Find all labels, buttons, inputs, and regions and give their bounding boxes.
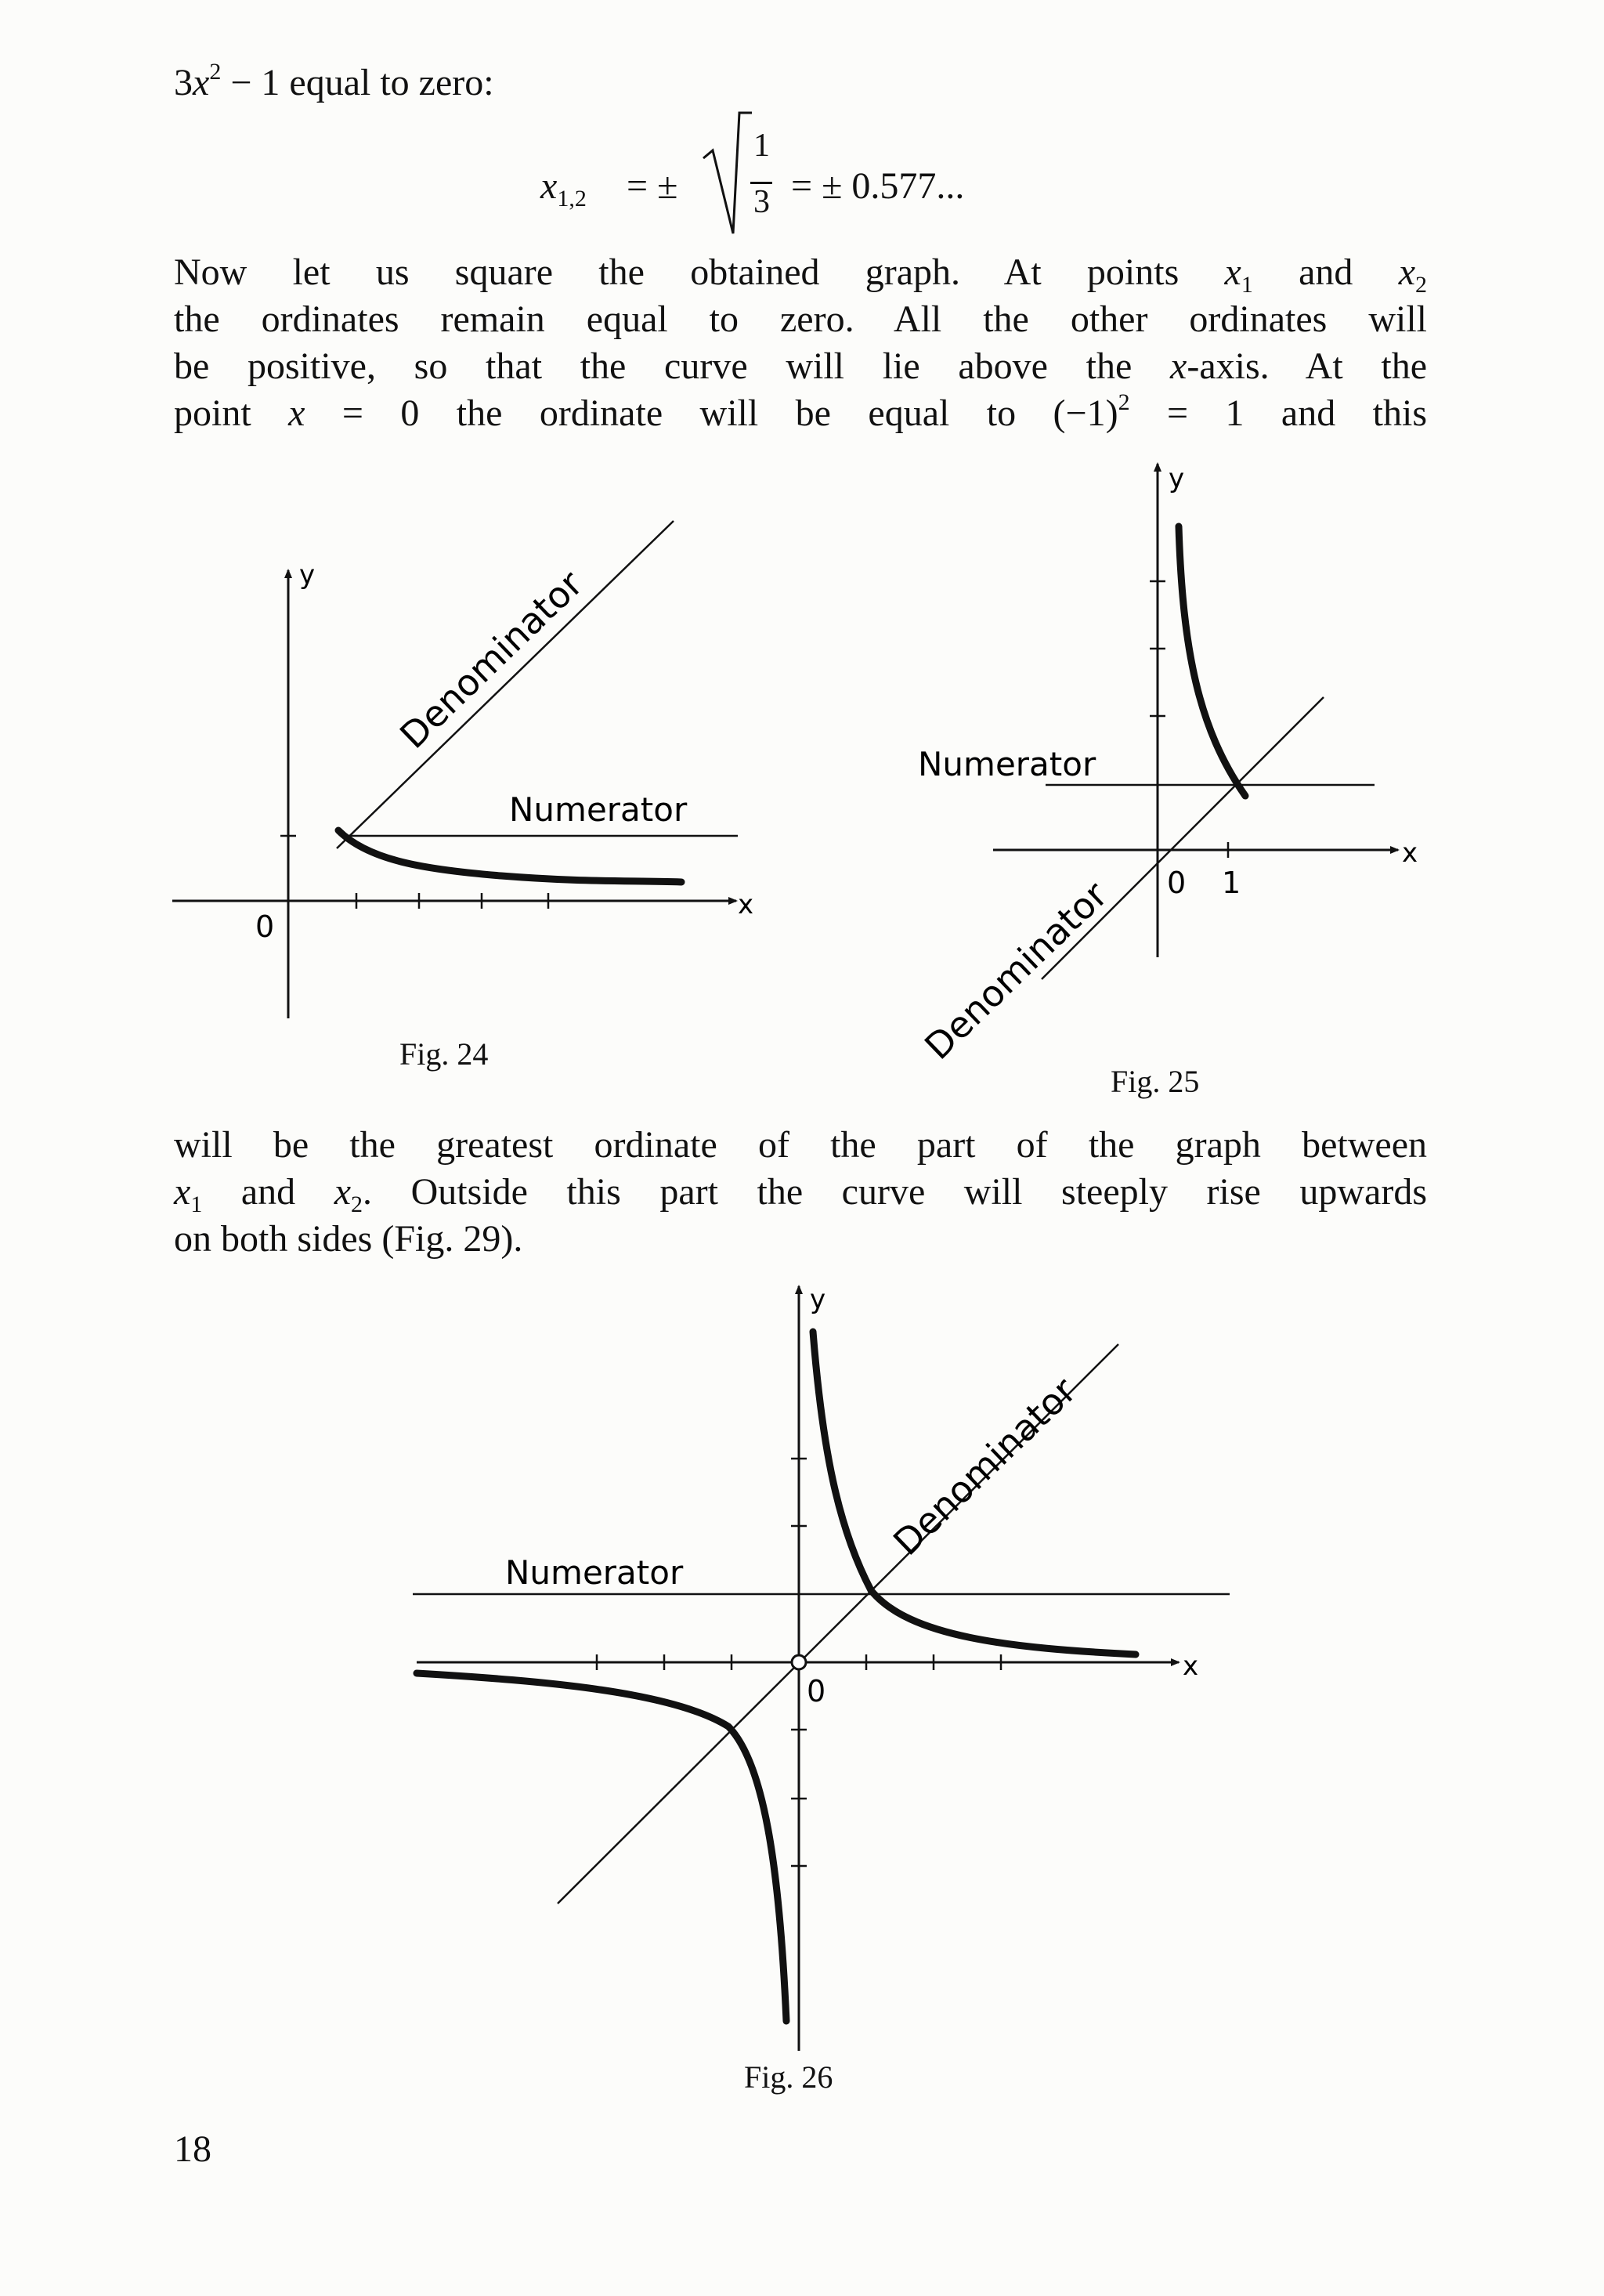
- para2-line1: will be the greatest ordinate of the part of the graph between: [174, 1124, 1427, 1166]
- fig26-denominator-label: Denominator: [885, 1369, 1085, 1564]
- para1-text-f: = 1 and this: [1167, 392, 1428, 434]
- exponent-2: 2: [1118, 389, 1130, 415]
- fig25: [916, 463, 1418, 1068]
- fig25-y-label: y: [1169, 463, 1185, 494]
- var-x1-b: x: [174, 1171, 191, 1213]
- var-x-point: x: [288, 392, 305, 434]
- fig25-one-label: 1: [1222, 866, 1241, 900]
- para2-text-b: . Outside this part the curve will steeply rise upwards: [363, 1171, 1428, 1213]
- fig26: [413, 1284, 1230, 2051]
- formula-sub: 1,2: [557, 186, 587, 212]
- fig25-curve: [1179, 526, 1245, 796]
- fig25-origin-label: 0: [1167, 866, 1187, 900]
- fig25-denominator-label: Denominator: [916, 873, 1116, 1068]
- sub-1-b: 1: [190, 1191, 203, 1217]
- para1-text-c: be positive, so that the curve will lie above the: [174, 345, 1133, 387]
- sub-2: 2: [1415, 272, 1428, 298]
- sub-1: 1: [1241, 272, 1253, 298]
- fig25-numerator-label: Numerator: [918, 745, 1096, 783]
- var-x2-b: x: [334, 1171, 352, 1213]
- formula-value: = ± 0.577...: [791, 165, 965, 207]
- fig26-origin-label: 0: [807, 1674, 826, 1708]
- formula-eq: = ±: [627, 165, 678, 207]
- fig25-caption: Fig. 25: [1111, 1064, 1200, 1099]
- fig24-x-label: x: [738, 889, 754, 920]
- var-x: x: [193, 62, 210, 103]
- var-x-axis: x: [1170, 345, 1187, 387]
- fig26-numerator-label: Numerator: [505, 1553, 684, 1592]
- fig24-denominator-label: Denominator: [392, 562, 591, 757]
- formula-x: x: [540, 165, 558, 207]
- para2-line2: [174, 1169, 1427, 1216]
- para2-text-and: and: [240, 1171, 296, 1213]
- fig26-x-label: x: [1183, 1651, 1199, 1682]
- para1-text-d: -axis. At the: [1187, 345, 1428, 387]
- fig25-denominator-line: [1042, 697, 1324, 979]
- para1-line2: the ordinates remain equal to zero. All the other ordinates will: [174, 298, 1427, 340]
- var-x1: x: [1224, 251, 1241, 293]
- fig26-caption: Fig. 26: [744, 2059, 833, 2095]
- fig24-origin-label: 0: [255, 909, 275, 944]
- para1-text-e: = 0 the ordinate will be equal to (−1): [341, 392, 1118, 434]
- fig24-curve: [338, 830, 681, 882]
- formula-numerator: 1: [753, 128, 770, 164]
- para1-text-and: and: [1299, 251, 1353, 293]
- fig25-x-label: x: [1402, 837, 1418, 869]
- var-x2: x: [1398, 251, 1416, 293]
- sub-2-b: 2: [351, 1191, 363, 1217]
- fig24-y-label: y: [299, 559, 316, 591]
- para2-line3: on both sides (Fig. 29).: [174, 1218, 523, 1260]
- fig26-y-label: y: [810, 1284, 826, 1315]
- para1-text-point: point: [174, 392, 251, 434]
- page-number: 18: [174, 2128, 211, 2170]
- text-equal-zero: − 1 equal to zero:: [221, 62, 494, 103]
- text-3: 3: [174, 62, 193, 103]
- para1-text-a: Now let us square the obtained graph. At points: [174, 251, 1180, 293]
- fig24: [172, 521, 753, 1018]
- fig26-origin-point: [792, 1655, 806, 1669]
- fig24-numerator-label: Numerator: [509, 790, 688, 829]
- fig24-caption: Fig. 24: [399, 1036, 489, 1072]
- exponent: 2: [209, 59, 222, 85]
- formula-denominator: 3: [753, 184, 770, 220]
- fig26-curve-left: [417, 1673, 786, 2021]
